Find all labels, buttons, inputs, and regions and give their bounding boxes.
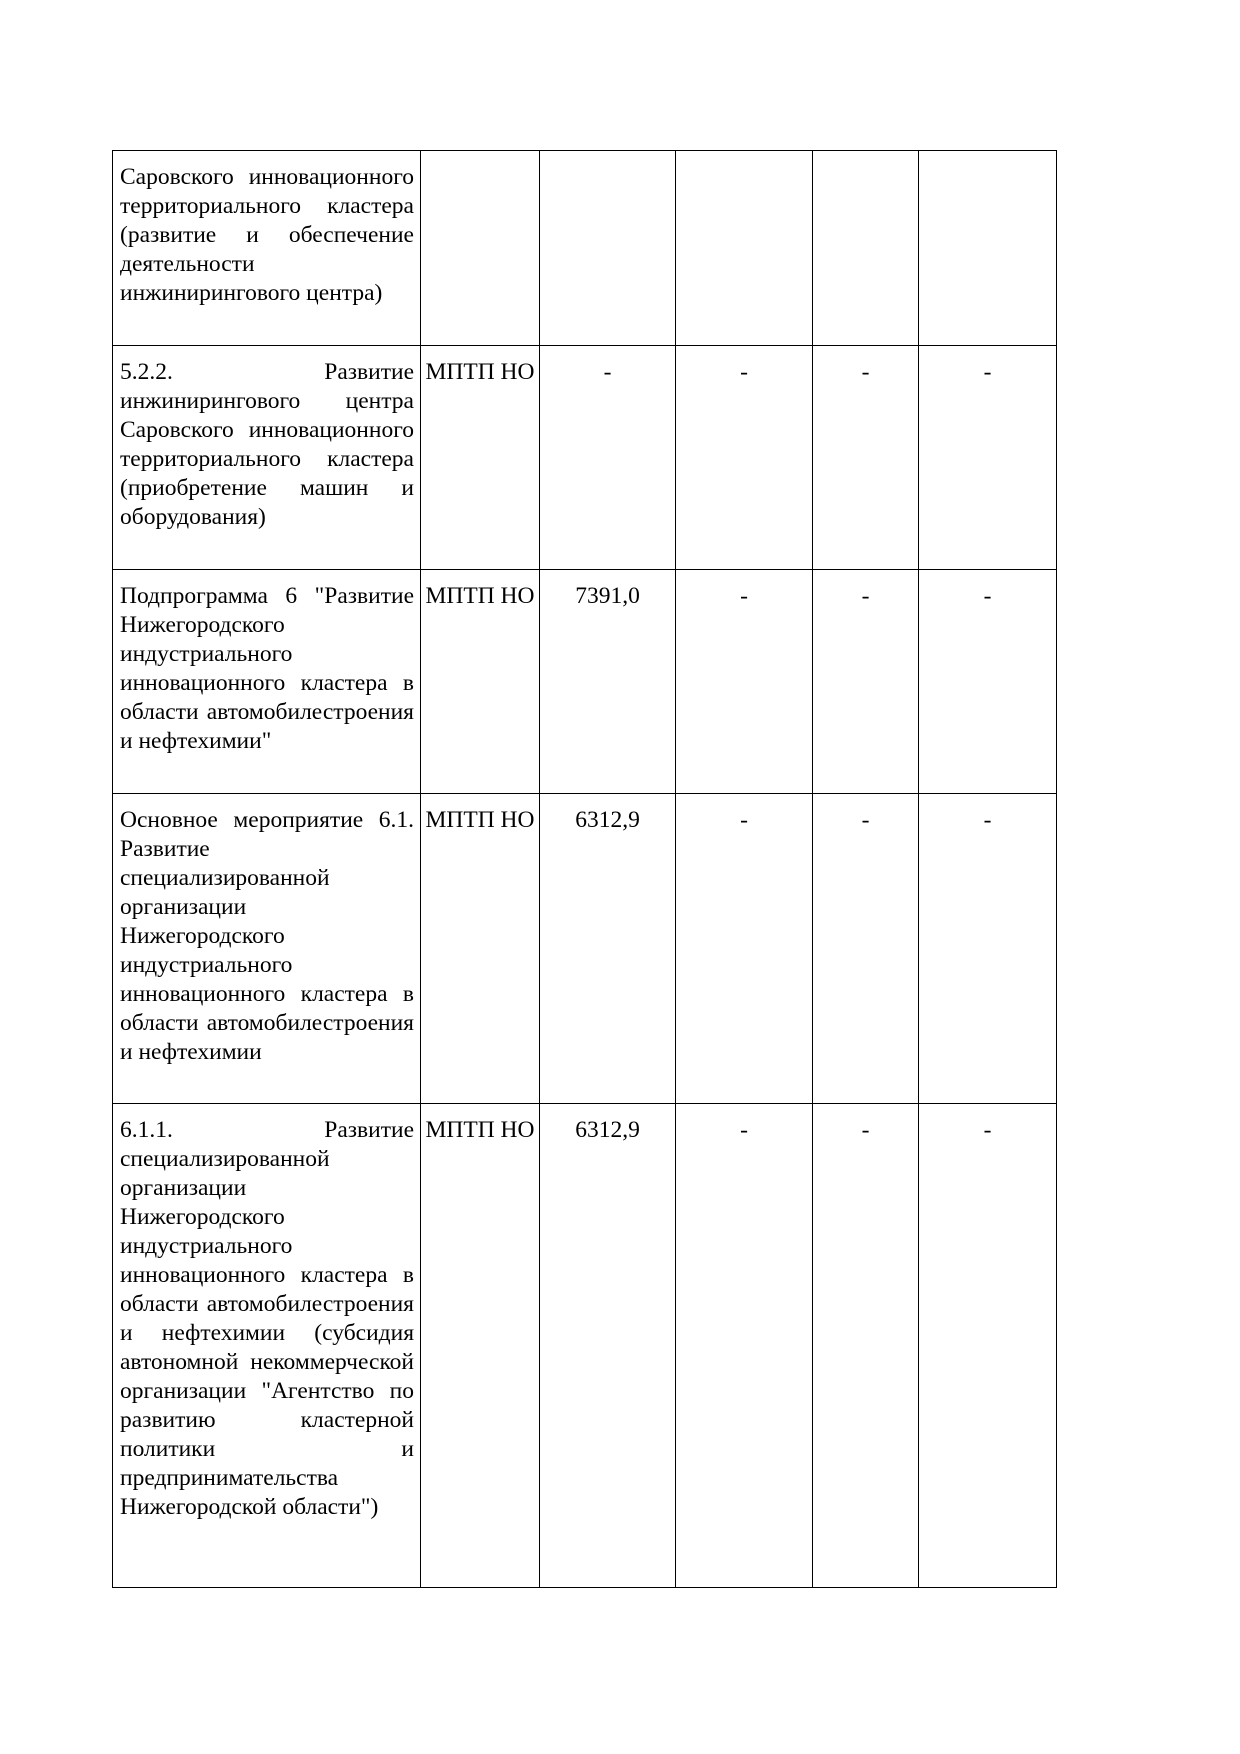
budget-table (112, 150, 1057, 1588)
value-4: - (983, 1117, 992, 1143)
value-cell (813, 794, 919, 1104)
value-cell (813, 346, 919, 570)
value-cell (676, 570, 813, 794)
value-cell (540, 346, 676, 570)
value-cell (676, 346, 813, 570)
executor-cell (421, 151, 540, 346)
activity-name: Саровского инновационного территориального кластера (развитие и обеспечение деятельности инжинирингового центра) (120, 164, 414, 306)
value-cell (919, 151, 1057, 346)
value-cell (919, 346, 1057, 570)
executor: МПТП НО (425, 359, 535, 385)
executor: МПТП НО (425, 1117, 535, 1143)
activity-name: Подпрограмма 6 "Развитие Нижегородского индустриального инновационного кластера в области автомобилестроения и нефтехимии" (120, 583, 414, 754)
value-cell (919, 570, 1057, 794)
value-1: 6312,9 (575, 1117, 640, 1143)
value-2: - (740, 359, 748, 385)
value-1: 7391,0 (575, 583, 640, 609)
value-cell (919, 1104, 1057, 1588)
value-cell (540, 570, 676, 794)
value-cell (919, 794, 1057, 1104)
table-row (113, 151, 1057, 346)
activity-name-cell (113, 346, 421, 570)
value-4: - (983, 359, 992, 385)
activity-name: Основное мероприятие 6.1. Развитие специализированной организации Нижегородского индустриального инновационного кластера в области автомобилестроения и нефтехимии (120, 807, 414, 1065)
executor-cell (421, 346, 540, 570)
executor-cell (421, 570, 540, 794)
executor: МПТП НО (425, 807, 535, 833)
value-cell (813, 151, 919, 346)
activity-name: 5.2.2. Развитие инжинирингового центра Саровского инновационного территориального кластера (приобретение машин и оборудования) (120, 359, 414, 530)
value-2: - (740, 1117, 748, 1143)
table-row (113, 570, 1057, 794)
value-3: - (861, 1117, 870, 1143)
table-row (113, 794, 1057, 1104)
table-row (113, 346, 1057, 570)
activity-name-cell (113, 151, 421, 346)
value-3: - (861, 807, 870, 833)
value-2: - (740, 583, 748, 609)
value-cell (676, 1104, 813, 1588)
value-1: 6312,9 (575, 807, 640, 833)
value-3: - (861, 583, 870, 609)
activity-name-cell (113, 570, 421, 794)
value-1: - (603, 359, 612, 385)
value-cell (676, 151, 813, 346)
executor: МПТП НО (425, 583, 535, 609)
value-4: - (983, 583, 992, 609)
activity-name: 6.1.1. Развитие специализированной организации Нижегородского индустриального инновационного кластера в области автомобилестроения и нефтехимии (субсидия автономной некоммерческой организации "Агентство по развитию кластерной политики и предпринимательства Нижегородской области") (120, 1117, 414, 1520)
value-2: - (740, 807, 748, 833)
value-3: - (861, 359, 870, 385)
table-row (113, 1104, 1057, 1588)
value-4: - (983, 807, 992, 833)
value-cell (813, 570, 919, 794)
executor-cell (421, 794, 540, 1104)
value-cell (540, 1104, 676, 1588)
value-cell (540, 151, 676, 346)
value-cell (540, 794, 676, 1104)
value-cell (676, 794, 813, 1104)
value-cell (813, 1104, 919, 1588)
activity-name-cell (113, 1104, 421, 1588)
activity-name-cell (113, 794, 421, 1104)
executor-cell (421, 1104, 540, 1588)
